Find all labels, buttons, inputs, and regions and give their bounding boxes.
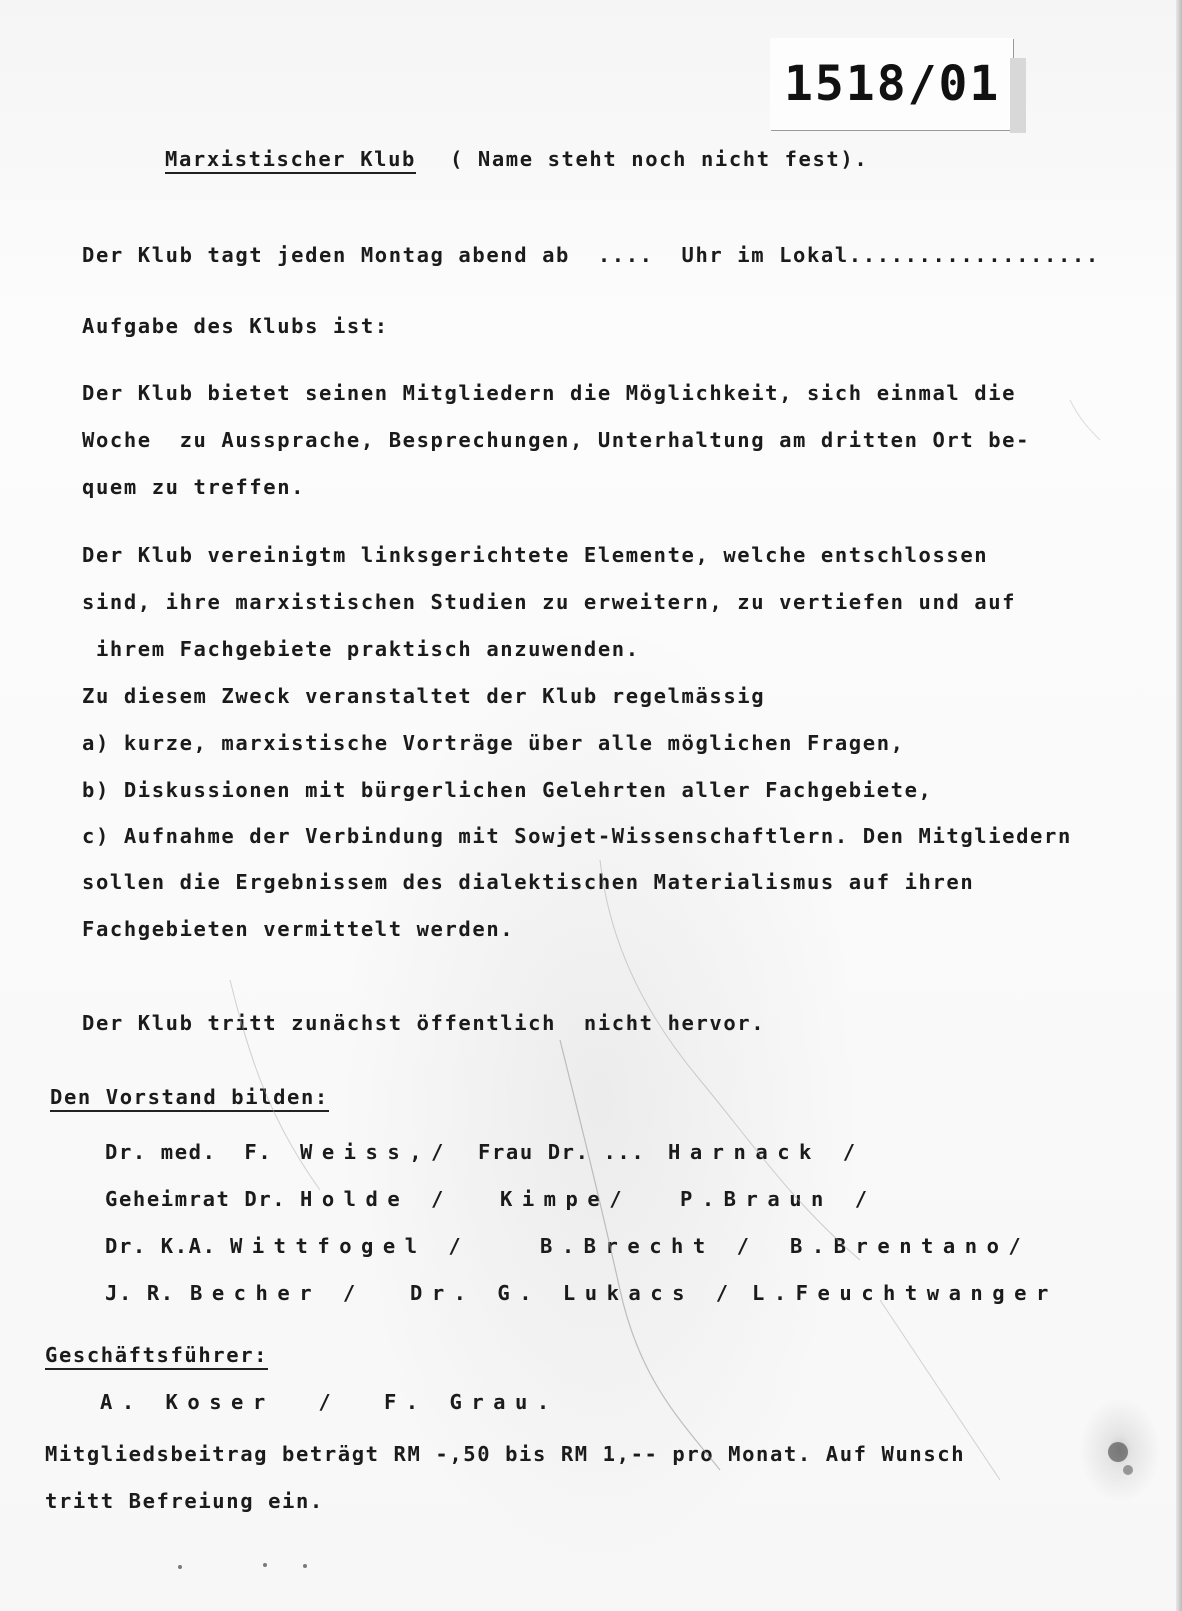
paragraph2-line1: Der Klub vereinigtm linksgerichtete Elemente, welche entschlossen xyxy=(82,543,989,567)
document-title: Marxistischer Klub xyxy=(165,147,416,174)
board-row4-c: Dr. G. Lukacs / xyxy=(410,1281,738,1305)
meeting-line: Der Klub tagt jeden Montag abend ab .... Uhr im Lokal.................. xyxy=(82,243,1100,267)
board-row3-b: Wittfogel / xyxy=(230,1234,471,1258)
list-item-a: a) kurze, marxistische Vorträge über alle möglichen Fragen, xyxy=(82,731,905,755)
board-row4-d: L.Feuchtwanger xyxy=(752,1281,1058,1305)
list-item-b: b) Diskussionen mit bürgerlichen Gelehrten aller Fachgebiete, xyxy=(82,778,933,802)
board-row2-b: Holde / xyxy=(300,1187,453,1211)
board-row3-d: B.Brentano/ xyxy=(790,1234,1031,1258)
managers-heading: Geschäftsführer: xyxy=(45,1343,268,1370)
fee-line1: Mitgliedsbeitrag beträgt RM -,50 bis RM 1,-- pro Monat. Auf Wunsch xyxy=(45,1442,966,1466)
paragraph2-line9: Fachgebieten vermittelt werden. xyxy=(82,917,515,941)
paragraph1-line3: quem zu treffen. xyxy=(82,475,306,499)
board-row2-d: P.Braun / xyxy=(680,1187,877,1211)
board-row1-a: Dr. med. F. xyxy=(105,1140,273,1164)
title-note: ( Name steht noch nicht fest). xyxy=(450,147,869,171)
board-heading: Den Vorstand bilden: xyxy=(50,1085,329,1112)
file-number-text: 1518/01 xyxy=(784,56,1001,112)
task-heading: Aufgabe des Klubs ist: xyxy=(82,314,389,338)
paragraph1-line1: Der Klub bietet seinen Mitgliedern die Möglichkeit, sich einmal die xyxy=(82,381,1017,405)
board-row2-a: Geheimrat Dr. xyxy=(105,1187,287,1211)
fee-line2: tritt Befreiung ein. xyxy=(45,1489,324,1513)
board-row3-c: B.Brecht / xyxy=(540,1234,759,1258)
paragraph2-line8: sollen die Ergebnissem des dialektischen Materialismus auf ihren xyxy=(82,870,975,894)
public-note: Der Klub tritt zunächst öffentlich nicht hervor. xyxy=(82,1011,766,1035)
board-row4-a: J. R. xyxy=(105,1281,175,1305)
list-item-c: c) Aufnahme der Verbindung mit Sowjet-Wissenschaftlern. Den Mitgliedern xyxy=(82,824,1072,848)
paragraph2-line4: Zu diesem Zweck veranstaltet der Klub regelmässig xyxy=(82,684,766,708)
board-row1-c: Frau Dr. ... xyxy=(478,1140,646,1164)
paragraph1-line2: Woche zu Aussprache, Besprechungen, Unterhaltung am dritten Ort be- xyxy=(82,428,1031,452)
file-number-stamp xyxy=(770,38,1013,130)
page-edge-shadow xyxy=(1176,0,1182,1611)
paragraph2-line3: ihrem Fachgebiete praktisch anzuwenden. xyxy=(82,637,640,661)
board-row1-b: Weiss,/ xyxy=(300,1140,453,1164)
board-row3-a: Dr. K.A. xyxy=(105,1234,217,1258)
board-row1-d: Harnack / xyxy=(668,1140,865,1164)
managers-names: A. Koser / F. Grau. xyxy=(100,1390,559,1414)
paragraph2-line2: sind, ihre marxistischen Studien zu erweitern, zu vertiefen und auf xyxy=(82,590,1017,614)
board-row2-c: Kimpe/ xyxy=(500,1187,632,1211)
board-row4-b: Becher / xyxy=(190,1281,365,1305)
stamp-strip xyxy=(1010,58,1026,133)
